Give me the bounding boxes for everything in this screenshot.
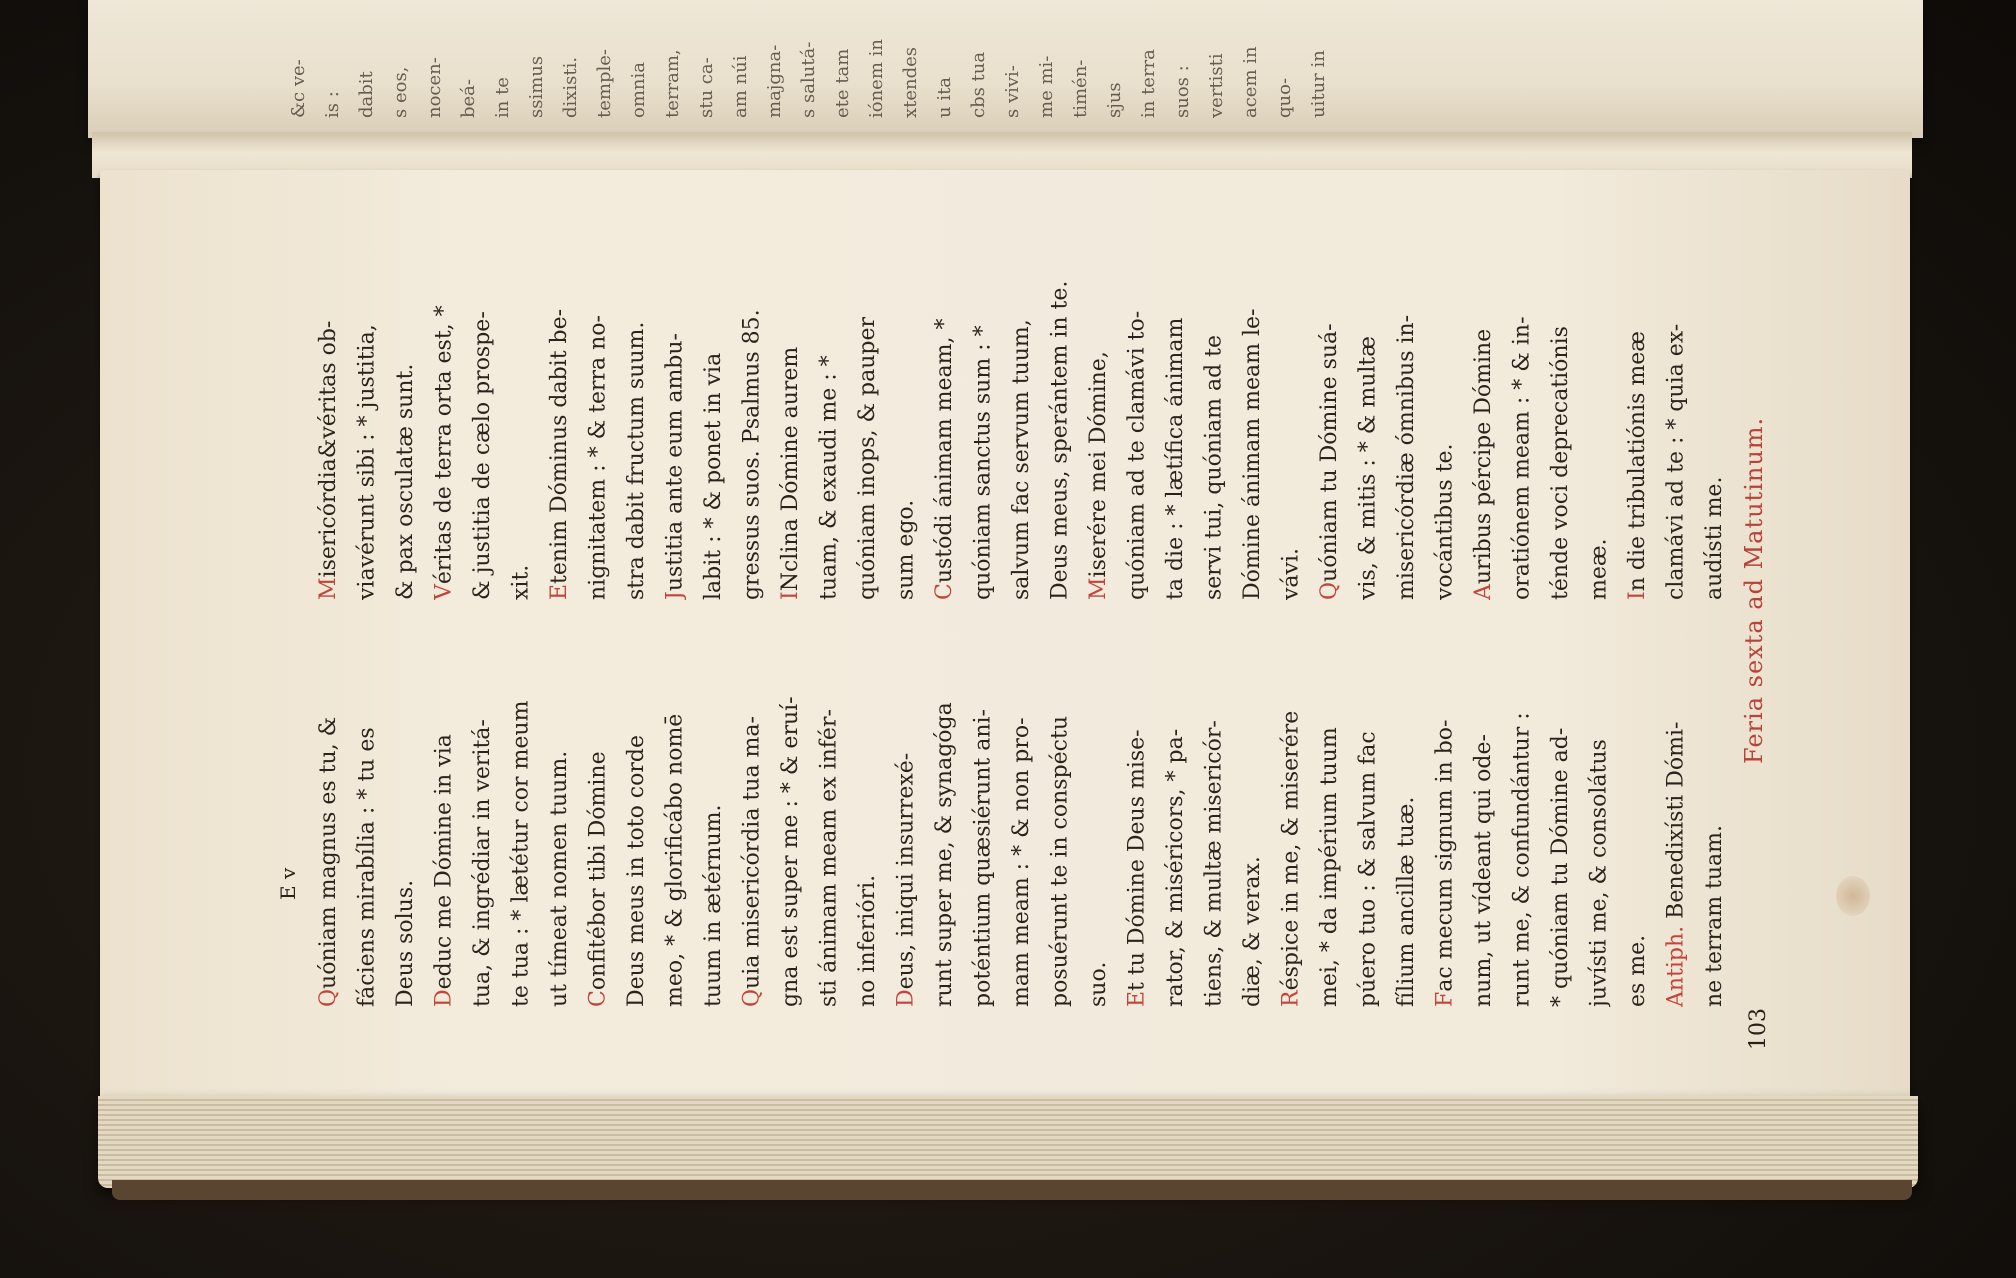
text-line [1658, 612, 1697, 1007]
text-line [772, 210, 811, 600]
line-text: mei, * da impérium tuum [1317, 727, 1342, 1007]
text-line [349, 210, 388, 600]
facing-page-fragment: sjus [1104, 82, 1125, 118]
text-line [1542, 612, 1581, 1007]
line-text: Dómine ánimam meam le- [1240, 308, 1265, 600]
facing-page-fragment: is : [322, 91, 343, 118]
line-text: t tu Dómine Deus mise- [1124, 729, 1150, 991]
text-line [503, 612, 542, 1007]
text-line [349, 612, 388, 1007]
line-text: juvísti me, & consolátus [1586, 739, 1612, 1007]
line-text: misericórdiæ ómnibus in- [1394, 314, 1419, 600]
text-line [734, 210, 773, 600]
text-line [618, 612, 657, 1007]
text-line [888, 612, 927, 1007]
line-text: tuam, & exaudi me : * [816, 355, 842, 600]
line-text: tua, & ingrédiar in veritá- [470, 719, 495, 1007]
text-line [1157, 210, 1196, 600]
line-text: gna est super me : * & eruí- [778, 696, 803, 1007]
text-line [734, 612, 773, 1007]
text-line [1119, 210, 1158, 600]
line-text: tuum in ætérnum. [701, 804, 726, 1007]
facing-page-fragment: am núi [730, 55, 751, 118]
text-line [426, 612, 465, 1007]
text-line [1619, 612, 1658, 1007]
text-line [695, 210, 734, 600]
text-line [310, 210, 349, 600]
text-line [1196, 210, 1235, 600]
previous-page-edge [88, 0, 1923, 138]
line-text: quóniam sanctus sum : * [970, 325, 996, 600]
facing-page-fragment: temple- [594, 49, 615, 118]
line-text: Benedixísti Dómi- [1663, 721, 1689, 926]
line-text: gressus suos. Psalmus 85. [739, 309, 765, 600]
line-text: te tua : * lætétur cor meum [508, 700, 534, 1007]
text-line [541, 210, 580, 600]
text-line [1427, 210, 1466, 600]
text-line [772, 612, 811, 1007]
facing-page-fragment: omnia [628, 62, 649, 118]
gathering-signature: E v [276, 867, 300, 900]
line-text: * quóniam tu Dómine ad- [1548, 727, 1573, 1007]
line-text: ténde voci deprecatiónis [1548, 326, 1573, 600]
text-line [1581, 612, 1620, 1007]
line-text: ne terram tuam. [1702, 824, 1727, 1007]
text-line [811, 612, 850, 1007]
line-text: viavérunt sibi : * justitia, [354, 324, 380, 600]
rubric-initial: V [431, 584, 457, 600]
facing-page-fragment: iónem in [866, 39, 887, 118]
text-line [1003, 210, 1042, 600]
line-text: nignitatem : * & terra no- [585, 315, 611, 600]
facing-page-fragment: suos : [1172, 65, 1193, 118]
facing-page-fragment: quo- [1274, 77, 1295, 118]
facing-page-fragment: acem in [1240, 46, 1261, 118]
text-line [310, 612, 349, 1007]
text-line [1157, 612, 1196, 1007]
facing-page-fragment: terram, [662, 49, 683, 118]
rubric-initial: M [1086, 577, 1111, 600]
line-text: ustitia ante eum ambu- [662, 333, 688, 592]
line-text: éritas de terra orta est, * [431, 305, 457, 585]
line-text: oratiónem meam : * & in- [1509, 316, 1535, 600]
text-line [657, 612, 696, 1007]
text-line [1003, 612, 1042, 1007]
line-text: & justitia de cælo prospe- [470, 311, 495, 600]
text-line [1311, 210, 1350, 600]
facing-page-fragment: ssimus [526, 55, 547, 118]
text-line [1234, 210, 1273, 600]
line-text: quóniam ad te clamávi to- [1124, 310, 1150, 600]
line-text: vávi. [1278, 547, 1304, 600]
line-text: no inferióri. [855, 874, 880, 1007]
facing-page-fragment: s eos, [390, 66, 411, 118]
rubric-initial: A [1471, 584, 1496, 600]
text-line [1311, 612, 1350, 1007]
rubric-initial: M [316, 577, 341, 600]
text-line [1465, 210, 1504, 600]
text-line [580, 612, 619, 1007]
text-line [387, 612, 426, 1007]
rubric-initial: F [1432, 991, 1458, 1007]
rubric-initial: C [932, 583, 957, 600]
facing-page-fragment: stu ca- [696, 57, 717, 118]
line-text: es me. [1625, 934, 1650, 1007]
text-line [1388, 210, 1427, 600]
text-line [888, 210, 927, 600]
text-line [849, 210, 888, 600]
line-text: fílium ancillæ tuæ. [1394, 796, 1419, 1007]
text-line [1042, 612, 1081, 1007]
line-text: fáciens mirabília : * tu es [354, 727, 380, 1007]
rubric-initial: R [1278, 990, 1304, 1007]
facing-page-fragment: in terra [1138, 49, 1159, 118]
text-line [464, 612, 503, 1007]
line-text: diæ, & verax. [1240, 856, 1265, 1007]
text-line [1504, 612, 1543, 1007]
facing-page-fragment: s salutá- [798, 41, 819, 118]
line-text: uribus pércipe Dómine [1471, 328, 1496, 585]
text-line [1080, 612, 1119, 1007]
line-text: posuérunt te in conspéctu [1047, 715, 1073, 1007]
text-line [1581, 210, 1620, 600]
rubric-initial: Q [316, 988, 341, 1007]
text-line [926, 210, 965, 600]
text-line [1427, 612, 1466, 1007]
text-line [926, 612, 965, 1007]
text-line [965, 612, 1004, 1007]
facing-page-fragment: &c ve- [288, 59, 309, 118]
text-line [1504, 210, 1543, 600]
text-line [1388, 612, 1427, 1007]
text-line [426, 210, 465, 600]
line-text: iserére mei Dómine, [1086, 351, 1111, 578]
line-text: rator, & miséricors, * pa- [1163, 728, 1188, 1007]
facing-page-fragment: vertisti [1206, 53, 1227, 118]
text-line [1542, 210, 1581, 600]
line-text: n die tribulatiónis meæ [1625, 331, 1650, 592]
line-text: num, ut vídeant qui ode- [1471, 734, 1496, 1007]
line-text: eus, iniqui insurrexé- [893, 752, 919, 990]
line-text: poténtium quæsiérunt ani- [970, 709, 996, 1007]
text-column-right [310, 612, 1730, 1007]
running-head: Feria sexta ad Matutinum. [1740, 416, 1768, 764]
rubric-initial: C [585, 990, 611, 1007]
line-text: púero tuo : & salvum fac [1355, 731, 1381, 1007]
text-line [1234, 612, 1273, 1007]
text-line [1196, 612, 1235, 1007]
line-text: meæ. [1586, 538, 1612, 600]
text-line [1273, 210, 1312, 600]
line-text: educ me Dómine in via [431, 734, 457, 990]
facing-page-fragment: dixisti. [560, 56, 581, 118]
text-line [387, 210, 426, 600]
line-text: salvum fac servum tuum, [1009, 319, 1034, 600]
book-cover-edge [112, 1180, 1912, 1200]
line-text: Deus solus. [393, 879, 418, 1007]
text-line [464, 210, 503, 600]
line-text: sum ego. [893, 499, 919, 600]
line-text: vocántibus te. [1432, 443, 1458, 600]
rubric-initial: Q [739, 988, 765, 1007]
facing-page-fragment: nocen- [424, 57, 445, 118]
page-number: 103 [1746, 1008, 1771, 1050]
rubric-initial: Q [1317, 581, 1342, 600]
text-line [1119, 612, 1158, 1007]
text-line [580, 210, 619, 600]
line-text: clamávi ad te : * quia ex- [1663, 323, 1689, 600]
facing-page-fragment: beá- [458, 79, 479, 118]
rubric-initial: Antiph. [1663, 925, 1689, 1007]
facing-page-fragment: me mi- [1036, 55, 1057, 118]
rubric-initial: D [431, 989, 457, 1007]
facing-page-fragment: cbs tua [968, 51, 989, 118]
line-text: runt me, & confundántur : [1509, 712, 1535, 1007]
text-line [657, 210, 696, 600]
line-text: ac mecum signum in bo- [1432, 719, 1458, 992]
text-line [1465, 612, 1504, 1007]
text-line [811, 210, 850, 600]
rubric-initial: D [893, 989, 919, 1007]
text-line [541, 612, 580, 1007]
line-text: Nclina Dómine aurem [778, 346, 803, 592]
text-line [1080, 210, 1119, 600]
text-line [1042, 210, 1081, 600]
line-text: stra dabit fructum suum. [624, 321, 649, 600]
facing-page-fragment: ete tam [832, 48, 853, 118]
facing-page-fragment: dabit [356, 71, 377, 118]
line-text: Deus meus in toto corde [624, 735, 649, 1007]
line-text: mam meam : * & non pro- [1009, 717, 1034, 1007]
line-text: ta die : * lætífica ánimam [1163, 317, 1188, 600]
line-text: éspice in me, & miserére [1278, 710, 1304, 991]
rubric-initial: E [547, 583, 572, 600]
line-text: uia misericórdia tua ma- [739, 716, 765, 989]
text-column-left [310, 210, 1730, 600]
text-line [1696, 210, 1730, 600]
line-text: & pax osculatæ sunt. [393, 363, 418, 600]
text-line [695, 612, 734, 1007]
facing-page-fragment: timén- [1070, 59, 1091, 118]
line-text: isericórdia&véritas ob- [316, 320, 341, 578]
line-text: xit. [508, 564, 534, 600]
facing-page-fragment: majgna- [764, 44, 785, 118]
line-text: ut tímeat nomen tuum. [547, 750, 572, 1007]
line-text: tenim Dóminus dabit be- [547, 308, 572, 584]
facing-page-fragment: uitur in [1308, 50, 1329, 118]
facing-page-fragment: xtendes [900, 46, 921, 118]
rubric-initial: E [1124, 990, 1150, 1007]
text-line [849, 612, 888, 1007]
line-text: sti ánimam meam ex infér- [816, 709, 842, 1007]
text-line [965, 210, 1004, 600]
text-line [1658, 210, 1697, 600]
line-text: labit : * & ponet in via [701, 352, 726, 600]
line-text: uóniam tu Dómine suá- [1317, 323, 1342, 582]
page-stain [1836, 876, 1870, 916]
text-line [1273, 612, 1312, 1007]
text-line [1350, 612, 1389, 1007]
facing-page-fragment: u ita [934, 76, 955, 118]
line-text: vis, & mitis : * & multæ [1355, 336, 1381, 600]
line-text: tiens, & multæ misericór- [1201, 720, 1227, 1007]
rubric-initial: I [1625, 591, 1650, 600]
line-text: uóniam magnus es tu, & [316, 716, 341, 989]
facing-page-fragment: s vivi- [1002, 65, 1023, 118]
line-text: suo. [1086, 961, 1111, 1007]
page-block-edges [98, 1096, 1918, 1188]
line-text: servi tui, quóniam ad te [1201, 334, 1227, 600]
text-line [1619, 210, 1658, 600]
text-line [618, 210, 657, 600]
rubric-initial: J [662, 591, 688, 600]
line-text: runt super me, & synagóga [932, 702, 957, 1007]
text-line [503, 210, 542, 600]
text-line [1696, 612, 1730, 1007]
line-text: ustódi ánimam meam, * [932, 318, 957, 584]
facing-page-fragment: in te [492, 77, 513, 118]
line-text: Deus meus, sperántem in te. [1047, 280, 1073, 600]
line-text: meo, * & glorificábo nomē [662, 713, 688, 1007]
line-text: onfitébor tibi Dómine [585, 751, 611, 991]
rubric-initial: I [778, 591, 803, 600]
line-text: quóniam inops, & pauper [855, 316, 880, 600]
line-text: audísti me. [1702, 476, 1727, 600]
text-line [1350, 210, 1389, 600]
